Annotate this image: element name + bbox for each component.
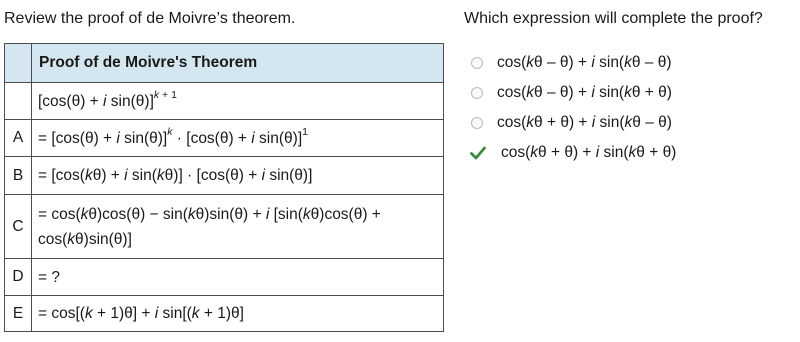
table-row xyxy=(5,195,444,259)
choice-text: cos(kθ + θ) + i sin(kθ – θ) xyxy=(497,114,672,131)
answer-choice-2[interactable] xyxy=(470,78,676,108)
answer-choice-3[interactable] xyxy=(470,108,676,138)
table-row xyxy=(5,83,444,120)
left-prompt: Review the proof of de Moivre’s theorem. xyxy=(4,10,296,27)
step-expression: = cos(kθ)cos(θ) − sin(kθ)sin(θ) + i [sin(kθ)cos(θ) + cos(kθ)sin(θ)] xyxy=(32,195,444,259)
step-letter: A xyxy=(5,120,32,157)
answer-choices xyxy=(470,48,676,168)
checkmark-icon xyxy=(470,146,486,160)
table-row xyxy=(5,157,444,195)
step-letter: D xyxy=(5,259,32,296)
choice-text: cos(kθ – θ) + i sin(kθ – θ) xyxy=(497,54,672,71)
answer-choice-1[interactable] xyxy=(470,48,676,78)
choice-text: cos(kθ – θ) + i sin(kθ + θ) xyxy=(497,84,672,101)
step-letter: E xyxy=(5,296,32,332)
radio-icon[interactable] xyxy=(471,87,483,99)
choice-text: cos(kθ + θ) + i sin(kθ + θ) xyxy=(501,144,677,161)
answer-choice-4[interactable] xyxy=(470,138,676,168)
table-row xyxy=(5,259,444,296)
step-expression: = [cos(θ) + i sin(θ)]$^k$ · [cos(θ) + i sin(θ)]$^1$ xyxy=(32,120,444,157)
step-expression: = [cos(kθ) + i sin(kθ)] · [cos(θ) + i sin(θ)] xyxy=(32,157,444,195)
step-letter: B xyxy=(5,157,32,195)
step-letter: C xyxy=(5,195,32,259)
right-prompt: Which expression will complete the proof? xyxy=(464,10,763,27)
radio-icon[interactable] xyxy=(471,117,483,129)
table-header: Proof of de Moivre's Theorem xyxy=(32,44,444,83)
proof-table xyxy=(4,43,444,332)
step-expression: [cos(θ) + i sin(θ)]$^{k + 1}$ xyxy=(32,83,444,120)
step-expression: = ? xyxy=(32,259,444,296)
radio-icon[interactable] xyxy=(471,57,483,69)
header-letter-cell xyxy=(5,44,32,83)
table-row xyxy=(5,120,444,157)
table-header-row xyxy=(5,44,444,83)
step-expression: = cos[(k + 1)θ] + i sin[(k + 1)θ] xyxy=(32,296,444,332)
table-row xyxy=(5,296,444,332)
step-letter xyxy=(5,83,32,120)
